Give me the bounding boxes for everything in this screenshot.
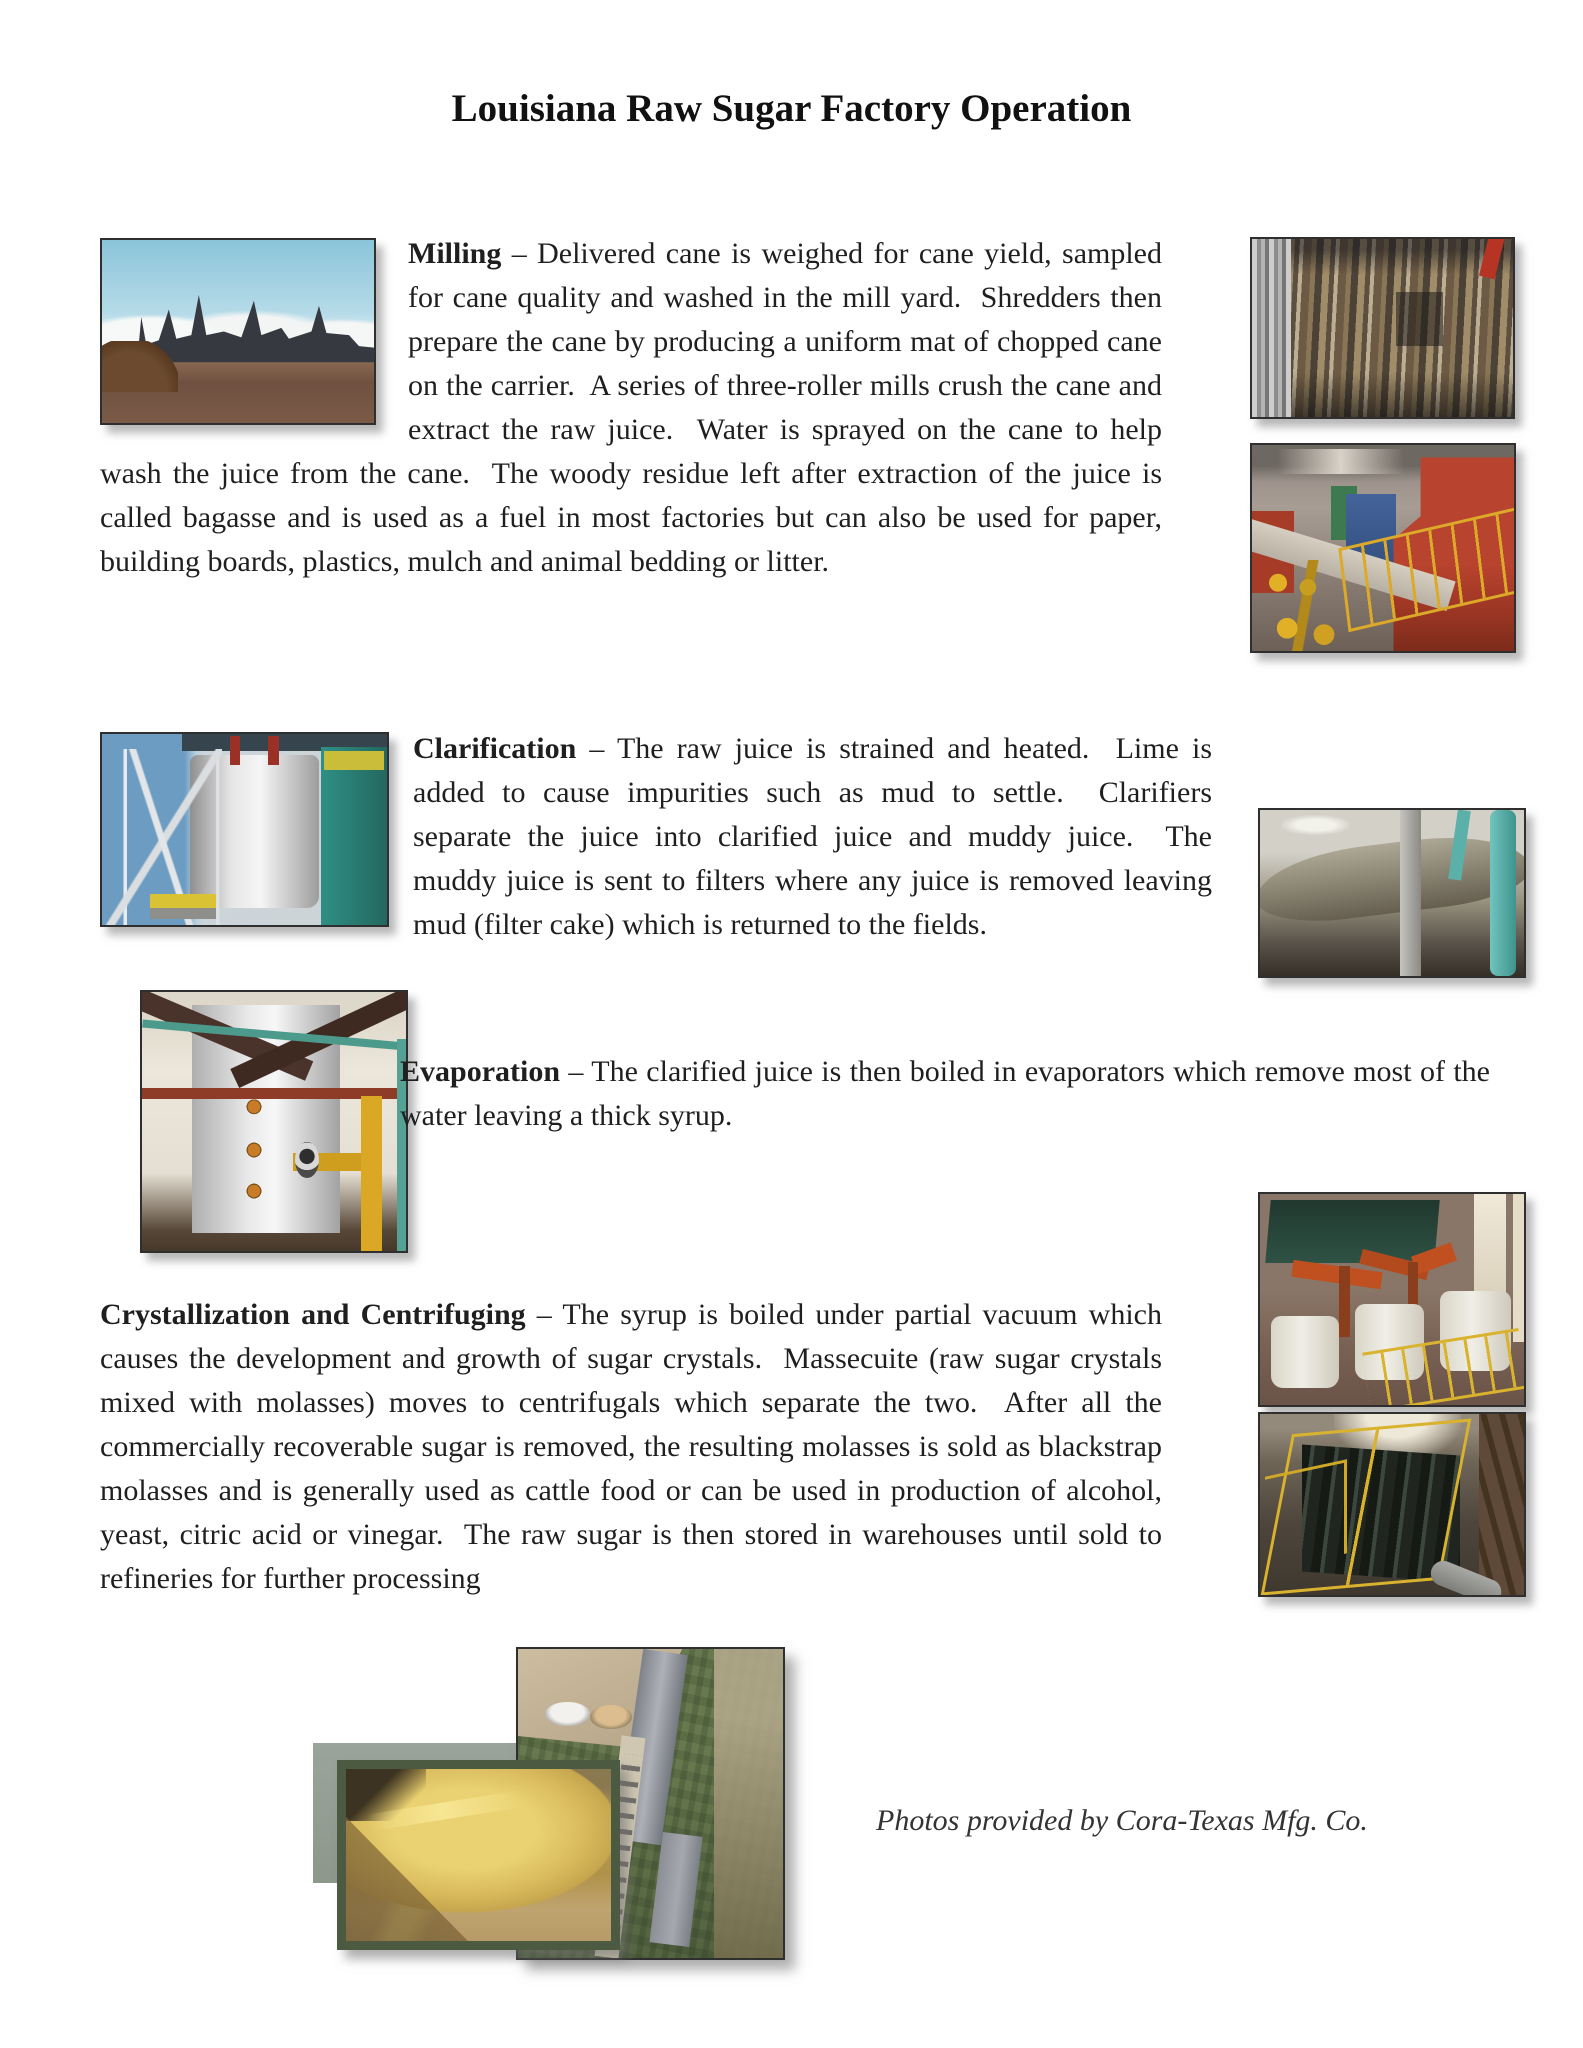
evaporators-photo bbox=[140, 990, 408, 1253]
shredder-shadow bbox=[1396, 292, 1443, 345]
sight-glasses bbox=[234, 1096, 274, 1205]
orange-post bbox=[1339, 1266, 1350, 1338]
storage-tank bbox=[545, 1702, 590, 1727]
red-pipes bbox=[230, 736, 278, 765]
section-heading-evaporation: Evaporation bbox=[400, 1055, 561, 1088]
green-hopper bbox=[1265, 1200, 1439, 1263]
teal-pipe bbox=[1490, 810, 1516, 976]
ceiling-light bbox=[1281, 815, 1350, 835]
page-title: Louisiana Raw Sugar Factory Operation bbox=[451, 87, 1132, 130]
section-heading-crystallization: Crystallization and Centrifuging bbox=[100, 1298, 526, 1331]
red-marker bbox=[1479, 237, 1505, 279]
roof-light bbox=[1278, 449, 1435, 474]
vacuum-pans-photo bbox=[1258, 1192, 1526, 1407]
storage-tank bbox=[590, 1705, 632, 1730]
filter-drum bbox=[1258, 827, 1526, 930]
centrifugals-photo bbox=[1258, 1412, 1526, 1597]
pressure-gauge bbox=[295, 1142, 319, 1178]
milling-tandem-photo bbox=[1250, 443, 1516, 653]
shredder-hammers-photo bbox=[1250, 237, 1515, 419]
yellow-railing-small bbox=[1265, 1460, 1347, 1571]
raw-sugar-pile-photo bbox=[337, 1760, 620, 1950]
shredder-shafts bbox=[1252, 239, 1291, 417]
section-milling bbox=[100, 232, 1162, 584]
section-evaporation bbox=[400, 1050, 1490, 1138]
section-heading-clarification: Clarification bbox=[413, 732, 577, 765]
pile-shadow-side bbox=[346, 1817, 468, 1941]
steel-column bbox=[1400, 810, 1421, 976]
timber-structure bbox=[1479, 1414, 1524, 1595]
white-pan bbox=[1271, 1316, 1340, 1388]
photo-credit-caption: Photos provided by Cora-Texas Mfg. Co. bbox=[876, 1804, 1368, 1837]
section-body-clarification: – The raw juice is strained and heated. Lime is added to cause impurities such as mud to settle. Clarifiers separate the juice into clarified juice and muddy juice. The muddy juice is sent to filters where any juice is removed leaving mud (filter cake) which is returned to the fields. bbox=[413, 732, 1212, 941]
yellow-platform bbox=[324, 751, 384, 770]
yellow-pipe-vertical bbox=[361, 1096, 382, 1251]
yellow-truck bbox=[150, 894, 216, 919]
section-body-crystallization: – The syrup is boiled under partial vacuum which causes the development and growth of sugar crystals. Massecuite (raw sugar crystals mixed with molasses) moves to centrifugals which separate the two. After all the commercially recoverable sugar is removed, the resulting molasses is sold as blackstrap molasses and is generally used as cattle food or can be used in production of alcohol, yeast, citric acid or vinegar. The raw sugar is then stored in warehouses until sold to refineries for further processing bbox=[100, 1298, 1162, 1595]
bagasse-pile bbox=[100, 341, 178, 392]
section-body-evaporation: – The clarified juice is then boiled in evaporators which remove most of the water leaving a thick syrup. bbox=[400, 1055, 1490, 1132]
teal-structure bbox=[321, 747, 387, 925]
section-crystallization bbox=[100, 1293, 1162, 1601]
mud-filters-photo bbox=[1258, 808, 1526, 978]
section-body-milling: – Delivered cane is weighed for cane yield, sampled for cane quality and washed in the mill yard. Shredders then prepare the cane by producing a uniform mat of chopped cane on the carrier. A series of three-roller mills crush the cane and extract the raw juice. Water is sprayed on the cane to help wash the juice from the cane. The woody residue left after extraction of the juice is called bagasse and is used as a fuel in most factories but can also be used for paper, building boards, plastics, mulch and animal bedding or litter. bbox=[100, 237, 1162, 578]
section-heading-milling: Milling bbox=[408, 237, 502, 270]
clarifier-tank-photo bbox=[100, 732, 389, 927]
bright-window-edge bbox=[1513, 1194, 1524, 1342]
dirt-yard-right bbox=[714, 1649, 783, 1958]
mill-yard-photo bbox=[100, 238, 376, 425]
